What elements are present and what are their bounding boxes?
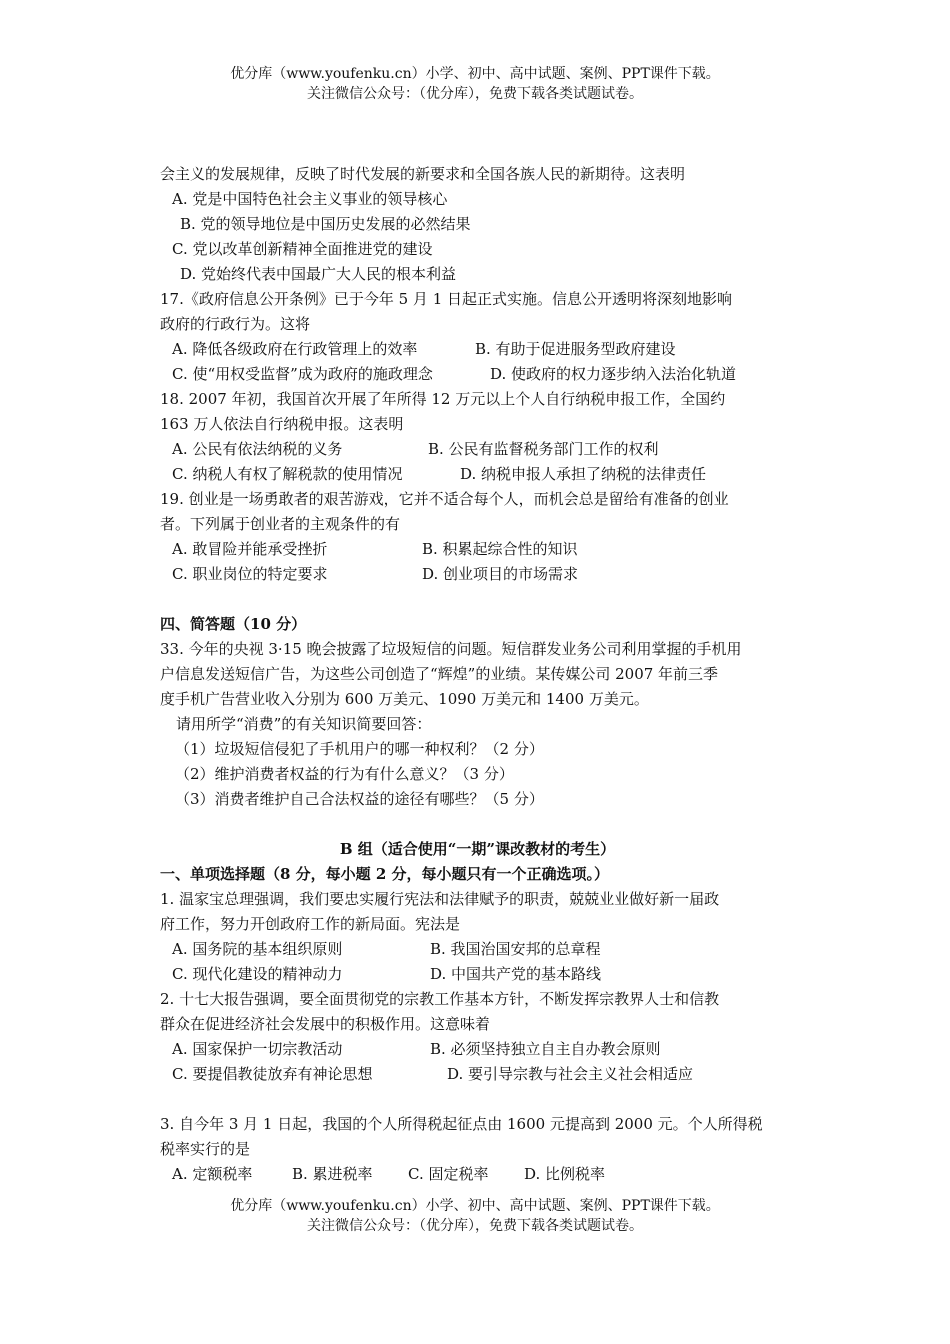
header-line-1: 优分库（www.youfenku.cn）小学、初中、高中试题、案例、PPT课件下载。 [230,66,720,82]
b-q1-option-c: C. 现代化建设的精神动力 [172,965,343,983]
b-q1-options-row-1 [160,937,795,962]
b-q2-options-row-2 [160,1062,795,1087]
q18-option-d: D. 纳税申报人承担了纳税的法律责任 [460,465,707,483]
q19-option-d: D. 创业项目的市场需求 [422,565,579,583]
group-b-section-1-heading: 一、单项选择题（8 分，每小题 2 分，每小题只有一个正确选项。） [160,865,610,883]
b-q2-stem-line-1: 2. 十七大报告强调，要全面贯彻党的宗教工作基本方针，不断发挥宗教界人士和信教 [160,990,720,1008]
page-footer [0,1196,950,1236]
b-q2-stem-line-2: 群众在促进经济社会发展中的积极作用。这意味着 [160,1015,491,1033]
spacer [160,1087,795,1112]
q18-option-b: B. 公民有监督税务部门工作的权利 [428,440,659,458]
footer-line-2: 关注微信公众号：（优分库），免费下载各类试题试卷。 [307,1218,643,1234]
footer-line-1: 优分库（www.youfenku.cn）小学、初中、高中试题、案例、PPT课件下载。 [230,1198,720,1214]
q19-options-row-1 [160,537,795,562]
group-b-title: B 组（适合使用“一期”课改教材的考生） [339,840,616,858]
q33-stem-line-3: 度手机广告营业收入分别为 600 万美元、1090 万美元和 1400 万美元。 [160,690,649,708]
q33-stem-line-2: 户信息发送短信广告，为这些公司创造了“辉煌”的业绩。某传媒公司 2007 年前三季 [160,665,719,683]
q18-option-a: A. 公民有依法纳税的义务 [172,440,343,458]
b-q2-options-row-1 [160,1037,795,1062]
q17-stem-line-2: 政府的行政行为。这将 [160,315,311,333]
q16-option-d: D. 党始终代表中国最广大人民的根本利益 [180,265,457,283]
spacer [160,812,795,837]
b-q2-option-b: B. 必须坚持独立自主自办教会原则 [430,1040,661,1058]
b-q3-stem-line-2: 税率实行的是 [160,1140,251,1158]
q33-subquestion-2: （2）维护消费者权益的行为有什么意义？（3 分） [175,765,514,783]
b-q3-stem-line-1: 3. 自今年 3 月 1 日起，我国的个人所得税起征点由 1600 元提高到 2000 元。个人所得税 [160,1115,763,1133]
b-q1-option-d: D. 中国共产党的基本路线 [430,965,602,983]
q33-subquestion-3: （3）消费者维护自己合法权益的途径有哪些？（5 分） [175,790,544,808]
q18-options-row-2 [160,462,795,487]
q18-option-c: C. 纳税人有权了解税款的使用情况 [172,465,403,483]
b-q3-option-c: C. 固定税率 [408,1165,489,1183]
q17-stem-line-1: 17.《政府信息公开条例》已于今年 5 月 1 日起正式实施。信息公开透明将深刻地影响 [160,290,733,308]
b-q2-option-c: C. 要提倡教徒放弃有神论思想 [172,1065,373,1083]
b-q2-option-d: D. 要引导宗教与社会主义社会相适应 [447,1065,694,1083]
b-q3-option-b: B. 累进税率 [292,1165,373,1183]
q16-option-a: A. 党是中国特色社会主义事业的领导核心 [172,190,448,208]
b-q3-option-a: A. 定额税率 [172,1165,253,1183]
b-q1-options-row-2 [160,962,795,987]
b-q3-option-d: D. 比例税率 [524,1165,606,1183]
q18-stem-line-2: 163 万人依法自行纳税申报。这表明 [160,415,404,433]
b-q1-option-a: A. 国务院的基本组织原则 [172,940,343,958]
q16-option-b: B. 党的领导地位是中国历史发展的必然结果 [180,215,471,233]
q19-option-a: A. 敢冒险并能承受挫折 [172,540,328,558]
q19-options-row-2 [160,562,795,587]
b-q3-options-row [160,1162,795,1187]
spacer [160,587,795,612]
section-4-heading: 四、简答题（10 分） [160,615,307,633]
q19-option-c: C. 职业岗位的特定要求 [172,565,328,583]
b-q1-stem-line-1: 1. 温家宝总理强调，我们要忠实履行宪法和法律赋予的职责，兢兢业业做好新一届政 [160,890,720,908]
q17-option-d: D. 使政府的权力逐步纳入法治化轨道 [490,365,737,383]
q33-subquestion-1: （1）垃圾短信侵犯了手机用户的哪一种权利？（2 分） [175,740,544,758]
q16-stem-continuation: 会主义的发展规律，反映了时代发展的新要求和全国各族人民的新期待。这表明 [160,165,686,183]
q17-options-row-2 [160,362,795,387]
q33-stem-line-1: 33. 今年的央视 3·15 晚会披露了垃圾短信的问题。短信群发业务公司利用掌握的手机用 [160,640,742,658]
q19-stem-line-1: 19. 创业是一场勇敢者的艰苦游戏，它并不适合每个人，而机会总是留给有准备的创业 [160,490,729,508]
q18-options-row-1 [160,437,795,462]
b-q1-option-b: B. 我国治国安邦的总章程 [430,940,601,958]
q18-stem-line-1: 18. 2007 年初，我国首次开展了年所得 12 万元以上个人自行纳税申报工作，全国约 [160,390,726,408]
b-q2-option-a: A. 国家保护一切宗教活动 [172,1040,343,1058]
q17-option-c: C. 使“用权受监督”成为政府的施政理念 [172,365,433,383]
page-header [0,64,950,104]
q16-option-c: C. 党以改革创新精神全面推进党的建设 [172,240,433,258]
q33-prompt: 请用所学“消费”的有关知识简要回答： [176,715,432,733]
b-q1-stem-line-2: 府工作，努力开创政府工作的新局面。宪法是 [160,915,461,933]
q17-option-b: B. 有助于促进服务型政府建设 [475,340,676,358]
header-line-2: 关注微信公众号：（优分库），免费下载各类试题试卷。 [307,86,643,102]
q17-option-a: A. 降低各级政府在行政管理上的效率 [172,340,418,358]
document-body [160,162,795,1187]
q19-stem-line-2: 者。下列属于创业者的主观条件的有 [160,515,401,533]
q19-option-b: B. 积累起综合性的知识 [422,540,578,558]
q17-options-row-1 [160,337,795,362]
